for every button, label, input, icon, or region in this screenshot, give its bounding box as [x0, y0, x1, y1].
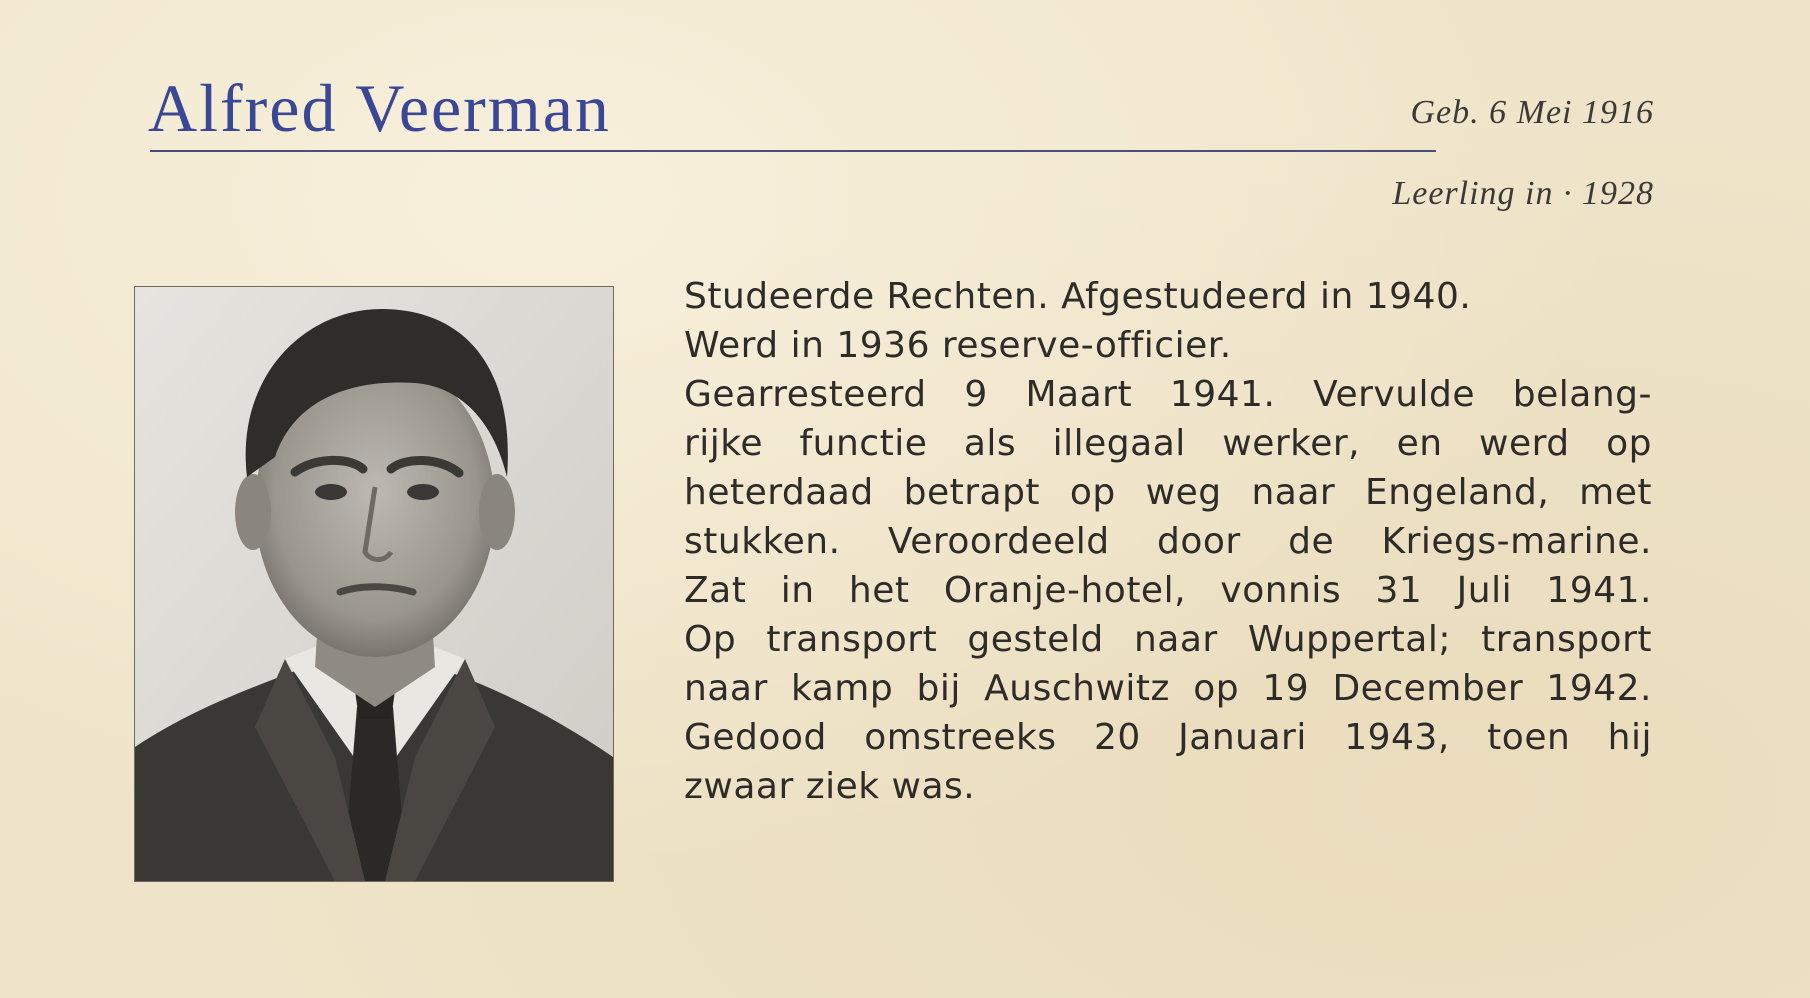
biography-line: rijke functie als illegaal werker, en werd op	[684, 423, 1652, 464]
birth-date: Geb. 6 Mei 1916	[1410, 94, 1654, 131]
portrait-illustration	[135, 287, 613, 881]
biography-line: Studeerde Rechten. Afgestudeerd in 1940.	[684, 276, 1472, 317]
header-rule	[150, 150, 1436, 152]
biography-text	[684, 272, 1652, 811]
biography-line: Gearresteerd 9 Maart 1941. Vervulde belang-	[684, 374, 1652, 415]
biography-line: Op transport gesteld naar Wuppertal; transport	[684, 619, 1652, 660]
biography-line: heterdaad betrapt op weg naar Engeland, met	[684, 472, 1652, 513]
biography-line: Zat in het Oranje-hotel, vonnis 31 Juli 1941.	[684, 570, 1652, 611]
biography-line: Gedood omstreeks 20 Januari 1943, toen hij	[684, 717, 1652, 758]
pupil-year: Leerling in · 1928	[1392, 175, 1654, 212]
biography-line: stukken. Veroordeeld door de Kriegs-marine.	[684, 521, 1652, 562]
biography-line: naar kamp bij Auschwitz op 19 December 1942.	[684, 668, 1652, 709]
biography-line: zwaar ziek was.	[684, 766, 976, 807]
portrait-photo	[134, 286, 614, 882]
person-name: Alfred Veerman	[148, 70, 611, 146]
biography-line: Werd in 1936 reserve-officier.	[684, 325, 1232, 366]
